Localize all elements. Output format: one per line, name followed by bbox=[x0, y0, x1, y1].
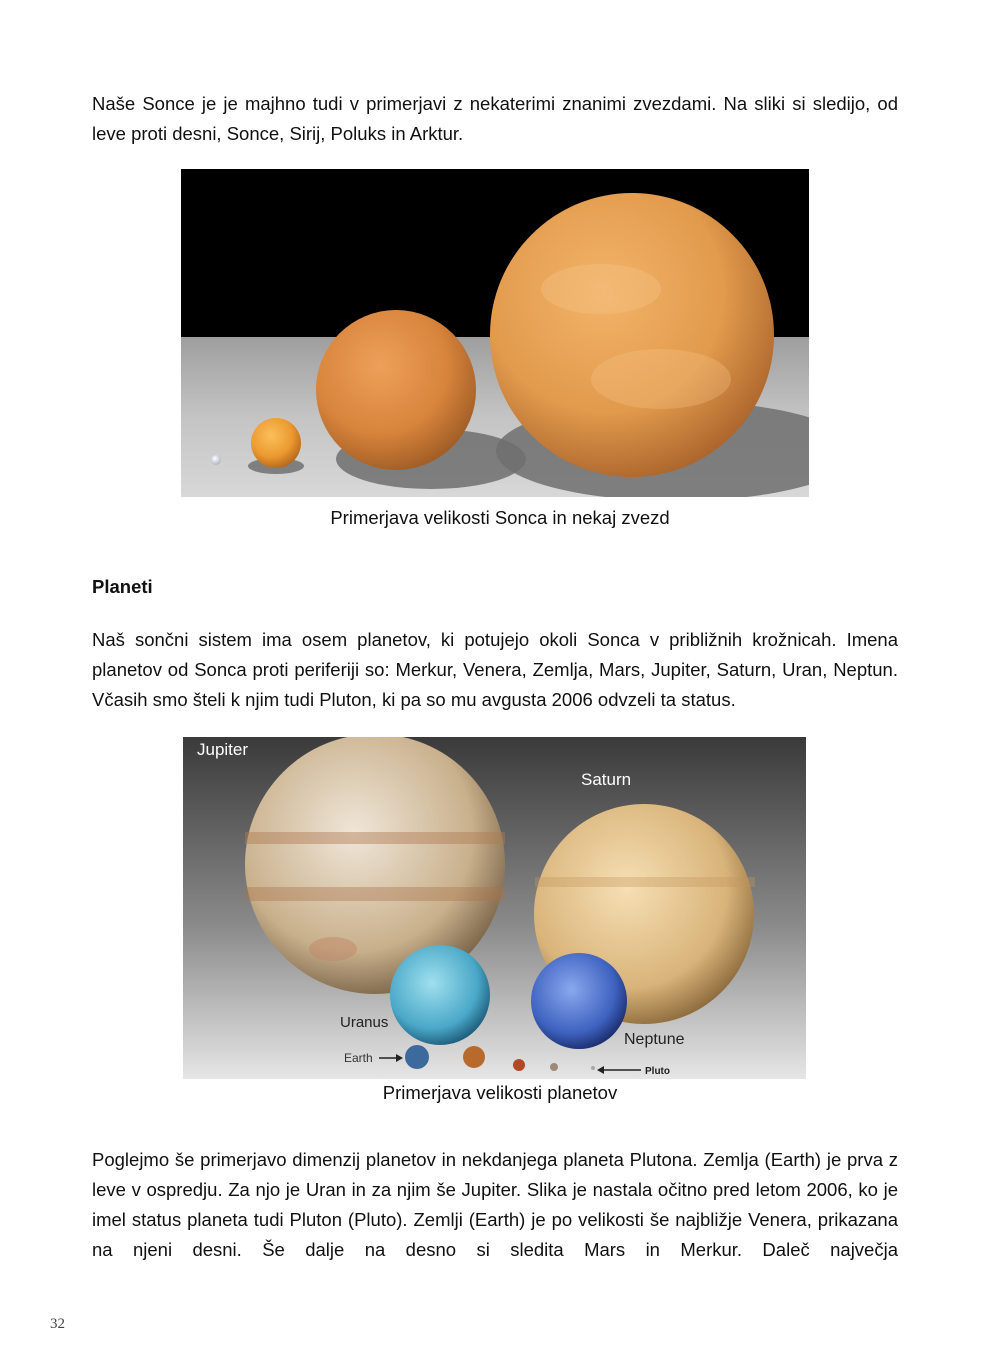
label-uranus: Uranus bbox=[340, 1014, 389, 1031]
planets-illustration bbox=[183, 737, 806, 1079]
label-saturn: Saturn bbox=[581, 770, 632, 789]
planets-paragraph: Naš sončni sistem ima osem planetov, ki potujejo okoli Sonca v približnih krožnicah. Imena planetov od Sonca proti periferiji so: Merkur, Venera, Zemlja, Mars, Jupiter, Saturn, Uran, Neptun. Včasih smo šteli k njim tudi Pluton, ki pa so mu avgusta 2006 odvzeli ta status. bbox=[92, 629, 898, 710]
label-neptune: Neptune bbox=[624, 1031, 685, 1048]
label-earth: Earth bbox=[344, 1051, 373, 1065]
section-heading: Planeti bbox=[92, 576, 153, 597]
label-pluto: Pluto bbox=[645, 1066, 670, 1077]
stars-caption: Primerjava velikosti Sonca in nekaj zvezd bbox=[330, 507, 670, 528]
comparison-paragraph: Poglejmo še primerjavo dimenzij planetov in nekdanjega planeta Plutona. Zemlja (Earth) je prva z leve v ospredju. Za njo je Uran in za njim še Jupiter. Slika je nastala očitno pred letom 2006, ko je imel status planeta tudi Pluton (Pluto). Zemlji (Earth) je po velikosti še najbližje Venera, prikazana na njeni desni. Še dalje na desno si sledita Mars in Merkur. Daleč največja bbox=[92, 1149, 898, 1260]
intro-paragraph: Naše Sonce je je majhno tudi v primerjavi z nekaterimi znanimi zvezdami. Na sliki si sledijo, od leve proti desni, Sonce, Sirij, Poluks in Arktur. bbox=[92, 93, 898, 144]
page-number: 32 bbox=[50, 1316, 65, 1332]
stars-comparison-image bbox=[181, 169, 809, 497]
planets-comparison-image bbox=[183, 737, 806, 1079]
planets-caption: Primerjava velikosti planetov bbox=[382, 1082, 618, 1103]
label-jupiter: Jupiter bbox=[197, 740, 249, 759]
stars-illustration bbox=[181, 169, 809, 497]
